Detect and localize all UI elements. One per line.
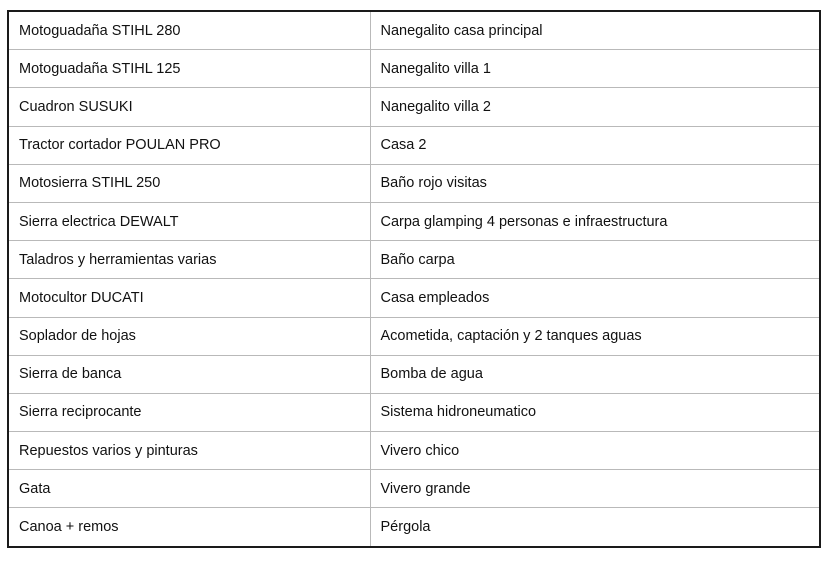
table-cell-location: Baño carpa bbox=[370, 241, 820, 279]
table-cell-equipment: Canoa + remos bbox=[8, 508, 370, 547]
table-row bbox=[8, 317, 820, 355]
table-row bbox=[8, 508, 820, 547]
table-cell-location: Sistema hidroneumatico bbox=[370, 393, 820, 431]
table-cell-equipment: Sierra electrica DEWALT bbox=[8, 202, 370, 240]
table-row bbox=[8, 50, 820, 88]
table-cell-equipment: Soplador de hojas bbox=[8, 317, 370, 355]
table-cell-equipment: Tractor cortador POULAN PRO bbox=[8, 126, 370, 164]
table-cell-location: Nanegalito casa principal bbox=[370, 11, 820, 50]
table-cell-equipment: Sierra de banca bbox=[8, 355, 370, 393]
table-cell-location: Casa 2 bbox=[370, 126, 820, 164]
table-cell-location: Acometida, captación y 2 tanques aguas bbox=[370, 317, 820, 355]
table-cell-equipment: Motosierra STIHL 250 bbox=[8, 164, 370, 202]
table-cell-equipment: Gata bbox=[8, 470, 370, 508]
table-row bbox=[8, 11, 820, 50]
table-row bbox=[8, 470, 820, 508]
table-row bbox=[8, 355, 820, 393]
table-cell-equipment: Cuadron SUSUKI bbox=[8, 88, 370, 126]
table-cell-equipment: Motoguadaña STIHL 280 bbox=[8, 11, 370, 50]
table-row bbox=[8, 279, 820, 317]
table-cell-location: Pérgola bbox=[370, 508, 820, 547]
table-cell-equipment: Motocultor DUCATI bbox=[8, 279, 370, 317]
table-row bbox=[8, 393, 820, 431]
table-cell-location: Nanegalito villa 1 bbox=[370, 50, 820, 88]
table-cell-location: Vivero grande bbox=[370, 470, 820, 508]
table-cell-location: Carpa glamping 4 personas e infraestructura bbox=[370, 202, 820, 240]
table-cell-equipment: Motoguadaña STIHL 125 bbox=[8, 50, 370, 88]
table-row bbox=[8, 88, 820, 126]
table-cell-equipment: Taladros y herramientas varias bbox=[8, 241, 370, 279]
table-cell-location: Bomba de agua bbox=[370, 355, 820, 393]
table-row bbox=[8, 202, 820, 240]
table-row bbox=[8, 164, 820, 202]
table-cell-location: Baño rojo visitas bbox=[370, 164, 820, 202]
table-cell-location: Nanegalito villa 2 bbox=[370, 88, 820, 126]
table-row bbox=[8, 241, 820, 279]
table-cell-equipment: Sierra reciprocante bbox=[8, 393, 370, 431]
table-cell-equipment: Repuestos varios y pinturas bbox=[8, 432, 370, 470]
table-row bbox=[8, 126, 820, 164]
table-row bbox=[8, 432, 820, 470]
table-cell-location: Vivero chico bbox=[370, 432, 820, 470]
table-cell-location: Casa empleados bbox=[370, 279, 820, 317]
inventory-table bbox=[7, 10, 821, 548]
